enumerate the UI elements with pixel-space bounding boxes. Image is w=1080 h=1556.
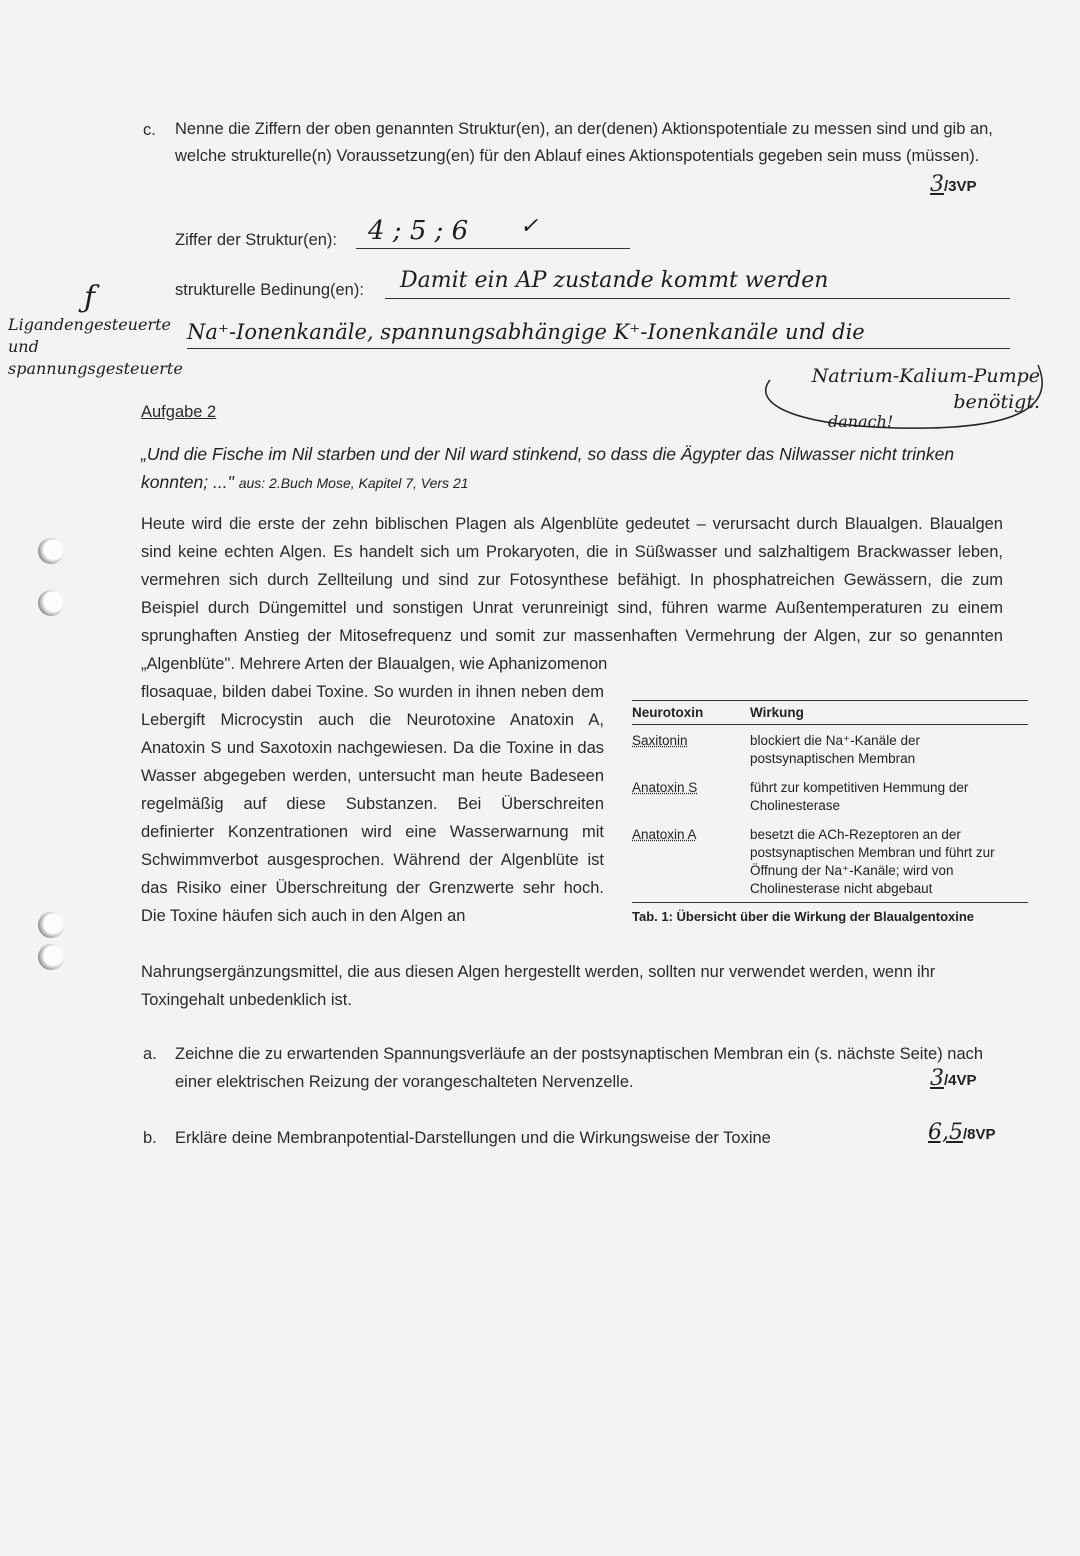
toxin-name: Anatoxin A <box>632 827 697 842</box>
toxin-name: Saxitonin <box>632 733 688 748</box>
table-row <box>632 772 1028 819</box>
toxin-name: Anatoxin S <box>632 780 698 795</box>
toxin-effect: blockiert die Na⁺-Kanäle der postsynaptischen Membran <box>750 733 920 766</box>
ziffer-answer: 4 ; 5 ; 6 <box>368 216 469 246</box>
punch-hole <box>38 912 64 938</box>
toxin-effect: besetzt die ACh-Rezeptoren an der postsynaptischen Membran und führt zur Öffnung der Na⁺-Kanäle; wird von Cholinesterase nicht abgebaut <box>750 827 995 896</box>
table-header: Neurotoxin <box>632 701 750 725</box>
table-row <box>632 725 1028 773</box>
danach-note: danach! <box>828 412 894 431</box>
score-given: 3 <box>930 1066 944 1091</box>
intro-paragraph: Heute wird die erste der zehn biblischen Plagen als Algenblüte gedeutet – verursacht durch Blaualgen. Blaualgen sind keine echten Algen. Es handelt sich um Prokaryoten, die in Süßwasser und salzhaltigem Brackwasser leben, vermehren sich durch Zellteilung und sind zur Fotosynthese befähigt. In phosphatreichen Gewässern, die zum Beispiel durch Düngemittel und sonstigen Unrat verunreinigt sind, führen warme Außentemperaturen zu einem sprunghaften Anstieg der Mitosefrequenz und somit zur massenhaften Vermehrung der Algen, zur so genannten „Algenblüte". Mehrere Arten der Blaualgen, wie Aphanizomenon <box>141 515 1003 673</box>
punch-hole <box>38 538 64 564</box>
part-c-question: Nenne die Ziffern der oben genannten Struktur(en), an der(denen) Aktionspotentiale zu messen sind und gib an, welche strukturelle(n) Voraussetzung(en) für den Ablauf eines Aktionspotentials gegeben sein muss (müssen). <box>175 120 993 165</box>
ziffer-label: Ziffer der Struktur(en): <box>175 231 337 249</box>
answer-line <box>356 248 630 249</box>
toxin-table-wrapper <box>632 700 1028 924</box>
quote-text: „Und die Fische im Nil starben und der Nil ward stinkend, so dass die Ägypter das Nilwasser nicht trinken konnten; ..." <box>141 444 955 492</box>
task-a-letter: a. <box>143 1045 157 1063</box>
score-max: /4VP <box>944 1072 977 1089</box>
task-a-score <box>930 1066 977 1091</box>
score-given: 6,5 <box>928 1120 963 1145</box>
table-row <box>632 819 1028 903</box>
margin-note: Ligandengesteuerte und spannungsgesteuerte <box>8 315 183 378</box>
bedingung-answer-3: Natrium-Kalium-Pumpe benötigt. <box>811 365 1040 413</box>
bible-quote <box>141 440 1001 497</box>
task-a-text: Zeichne die zu erwartenden Spannungsverläufe an der postsynaptischen Membran ein (s. nächste Seite) nach einer elektrischen Reizung der vorangeschalteten Nervenzelle. <box>175 1045 984 1091</box>
score-max: /8VP <box>963 1126 996 1143</box>
toxin-effect: führt zur kompetitiven Hemmung der Cholinesterase <box>750 780 969 813</box>
task-b-letter: b. <box>143 1129 157 1147</box>
answer-line <box>385 298 1010 299</box>
punch-hole <box>38 944 64 970</box>
table-header: Wirkung <box>750 701 1028 725</box>
part-c-score <box>930 172 977 197</box>
bedingung-answer-1: Damit ein AP zustande kommt werden <box>400 268 829 293</box>
quote-source: aus: 2.Buch Mose, Kapitel 7, Vers 21 <box>238 475 469 491</box>
check-mark-icon: ✓ <box>520 214 539 239</box>
punch-hole <box>38 590 64 616</box>
paragraph-left-column: flosaquae, bilden dabei Toxine. So wurden in ihnen neben dem Lebergift Microcystin auch die Neurotoxine Anatoxin A, Anatoxin S und Saxotoxin nachgewiesen. Da die Toxine in das Wasser abgegeben werden, untersucht man heute Badeseen regelmäßig auf diese Substanzen. Bei Überschreiten definierter Konzentrationen wird eine Wasserwarnung mit Schwimmverbot ausgesprochen. Während der Algenblüte ist das Risiko einer Überschreitung der Grenzwerte sehr hoch. Die Toxine häufen sich auch in den Algen an <box>141 683 604 925</box>
bedingung-label: strukturelle Bedinung(en): <box>175 281 364 299</box>
score-given: 3 <box>930 172 944 197</box>
mistake-mark-icon: ƒ <box>84 280 96 315</box>
table-caption: Tab. 1: Übersicht über die Wirkung der Blaualgentoxine <box>632 909 975 924</box>
aufgabe-2-title: Aufgabe 2 <box>141 403 217 421</box>
task-b-text: Erkläre deine Membranpotential-Darstellungen und die Wirkungsweise der Toxine <box>175 1129 771 1147</box>
score-max: /3VP <box>944 178 977 195</box>
task-b-score <box>928 1120 996 1145</box>
bedingung-answer-2: Na⁺-Ionenkanäle, spannungsabhängige K⁺-Ionenkanäle und die <box>187 320 865 344</box>
answer-line <box>187 348 1010 349</box>
paragraph-end: Nahrungsergänzungsmittel, die aus diesen Algen hergestellt werden, sollten nur verwendet werden, wenn ihr Toxingehalt unbedenklich ist. <box>141 963 936 1009</box>
circle-annotation <box>740 350 1060 440</box>
toxin-table <box>632 701 1028 903</box>
part-c-letter: c. <box>143 121 156 139</box>
